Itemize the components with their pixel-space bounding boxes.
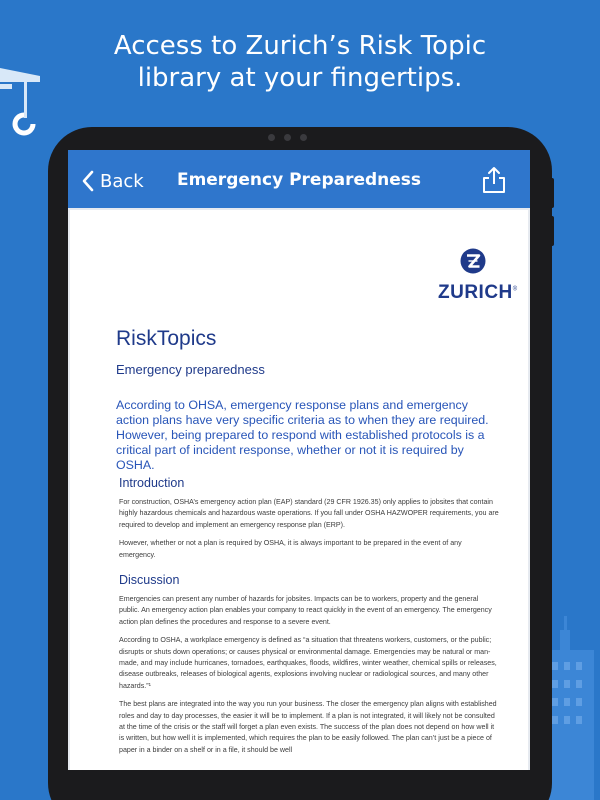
back-button-label: Back	[100, 170, 144, 192]
promo-headline	[0, 30, 600, 94]
section-heading: Introduction	[119, 476, 185, 490]
section-paragraph: The best plans are integrated into the way you run your business. The closer the emergency plan aligns with established roles and day to day processes, the easier it will be to implement. If a plan is not integrated, it will likely not be consulted at the time of the crisis or the staff will forget a plan even exists. The success of the plan does not depend on how well it is written, but how well it is implemented, which requires the plan to be easily followed. The plan can’t just be a piece of paper in a binder on a shelf or in a file, it should be well	[119, 700, 497, 754]
registered-mark: ®	[512, 286, 518, 293]
section-paragraph: For construction, OSHA’s emergency action plan (EAP) standard (29 CFR 1926.35) only applies to jobsites that contain highly hazardous chemicals and hazardous waste operations. If you fall under OSHA HAZWOPER requirements, you are required to develop and implement an emergency response plan (ERP).	[119, 498, 499, 529]
zurich-logo	[438, 248, 522, 304]
document-page	[70, 210, 528, 770]
share-icon[interactable]	[481, 166, 507, 194]
headline-line-2: library at your fingertips.	[137, 63, 463, 93]
page-title: Emergency Preparedness	[176, 170, 422, 190]
tablet-side-button	[550, 216, 554, 246]
section-paragraph: However, whether or not a plan is required by OSHA, it is always important to be prepared in the event of any emergency.	[119, 539, 462, 559]
app-screen	[68, 150, 530, 770]
camera-sensors	[264, 133, 336, 143]
section-heading: Discussion	[119, 573, 180, 587]
section-introduction	[119, 476, 499, 568]
section-discussion	[119, 573, 499, 763]
document-intro: According to OHSA, emergency response plans and emergency action plans have very specific criteria as to when they are required. However, being prepared to respond with established protocols is a critical part of incident response, whether or not it is required by OSHA.	[116, 398, 489, 472]
chevron-left-icon	[82, 170, 94, 192]
back-button[interactable]	[82, 168, 144, 194]
zurich-logo-mark	[460, 248, 486, 274]
section-paragraph: Emergencies can present any number of hazards for jobsites. Impacts can be to workers, property and the general public. An emergency action plan enables your company to react quickly in the event of an emergency. The emergency action plan defines the procedures and response to a severe event.	[119, 595, 492, 626]
document-title: RiskTopics	[116, 327, 217, 350]
section-paragraph: According to OSHA, a workplace emergency is defined as “a situation that threatens workers, customers, or the public; disrupts or shuts down operations; or causes physical or environmental damage. Emergencies may be natural or man-made, and may include hurricanes, tornadoes, earthquakes, floods, wildfires, winter weather, chemical spills or releases, disease outbreaks, releases of biological agents, explosions involving nuclear or radiological sources, and many other hazards.”¹	[119, 636, 497, 690]
crane-illustration	[0, 62, 48, 148]
headline-line-1: Access to Zurich’s Risk Topic	[113, 31, 487, 61]
document-viewer[interactable]	[68, 208, 530, 770]
zurich-logo-text: ZURICH	[438, 282, 513, 303]
navigation-bar	[68, 150, 530, 208]
tablet-side-button	[550, 178, 554, 208]
document-subtitle: Emergency preparedness	[116, 362, 265, 377]
